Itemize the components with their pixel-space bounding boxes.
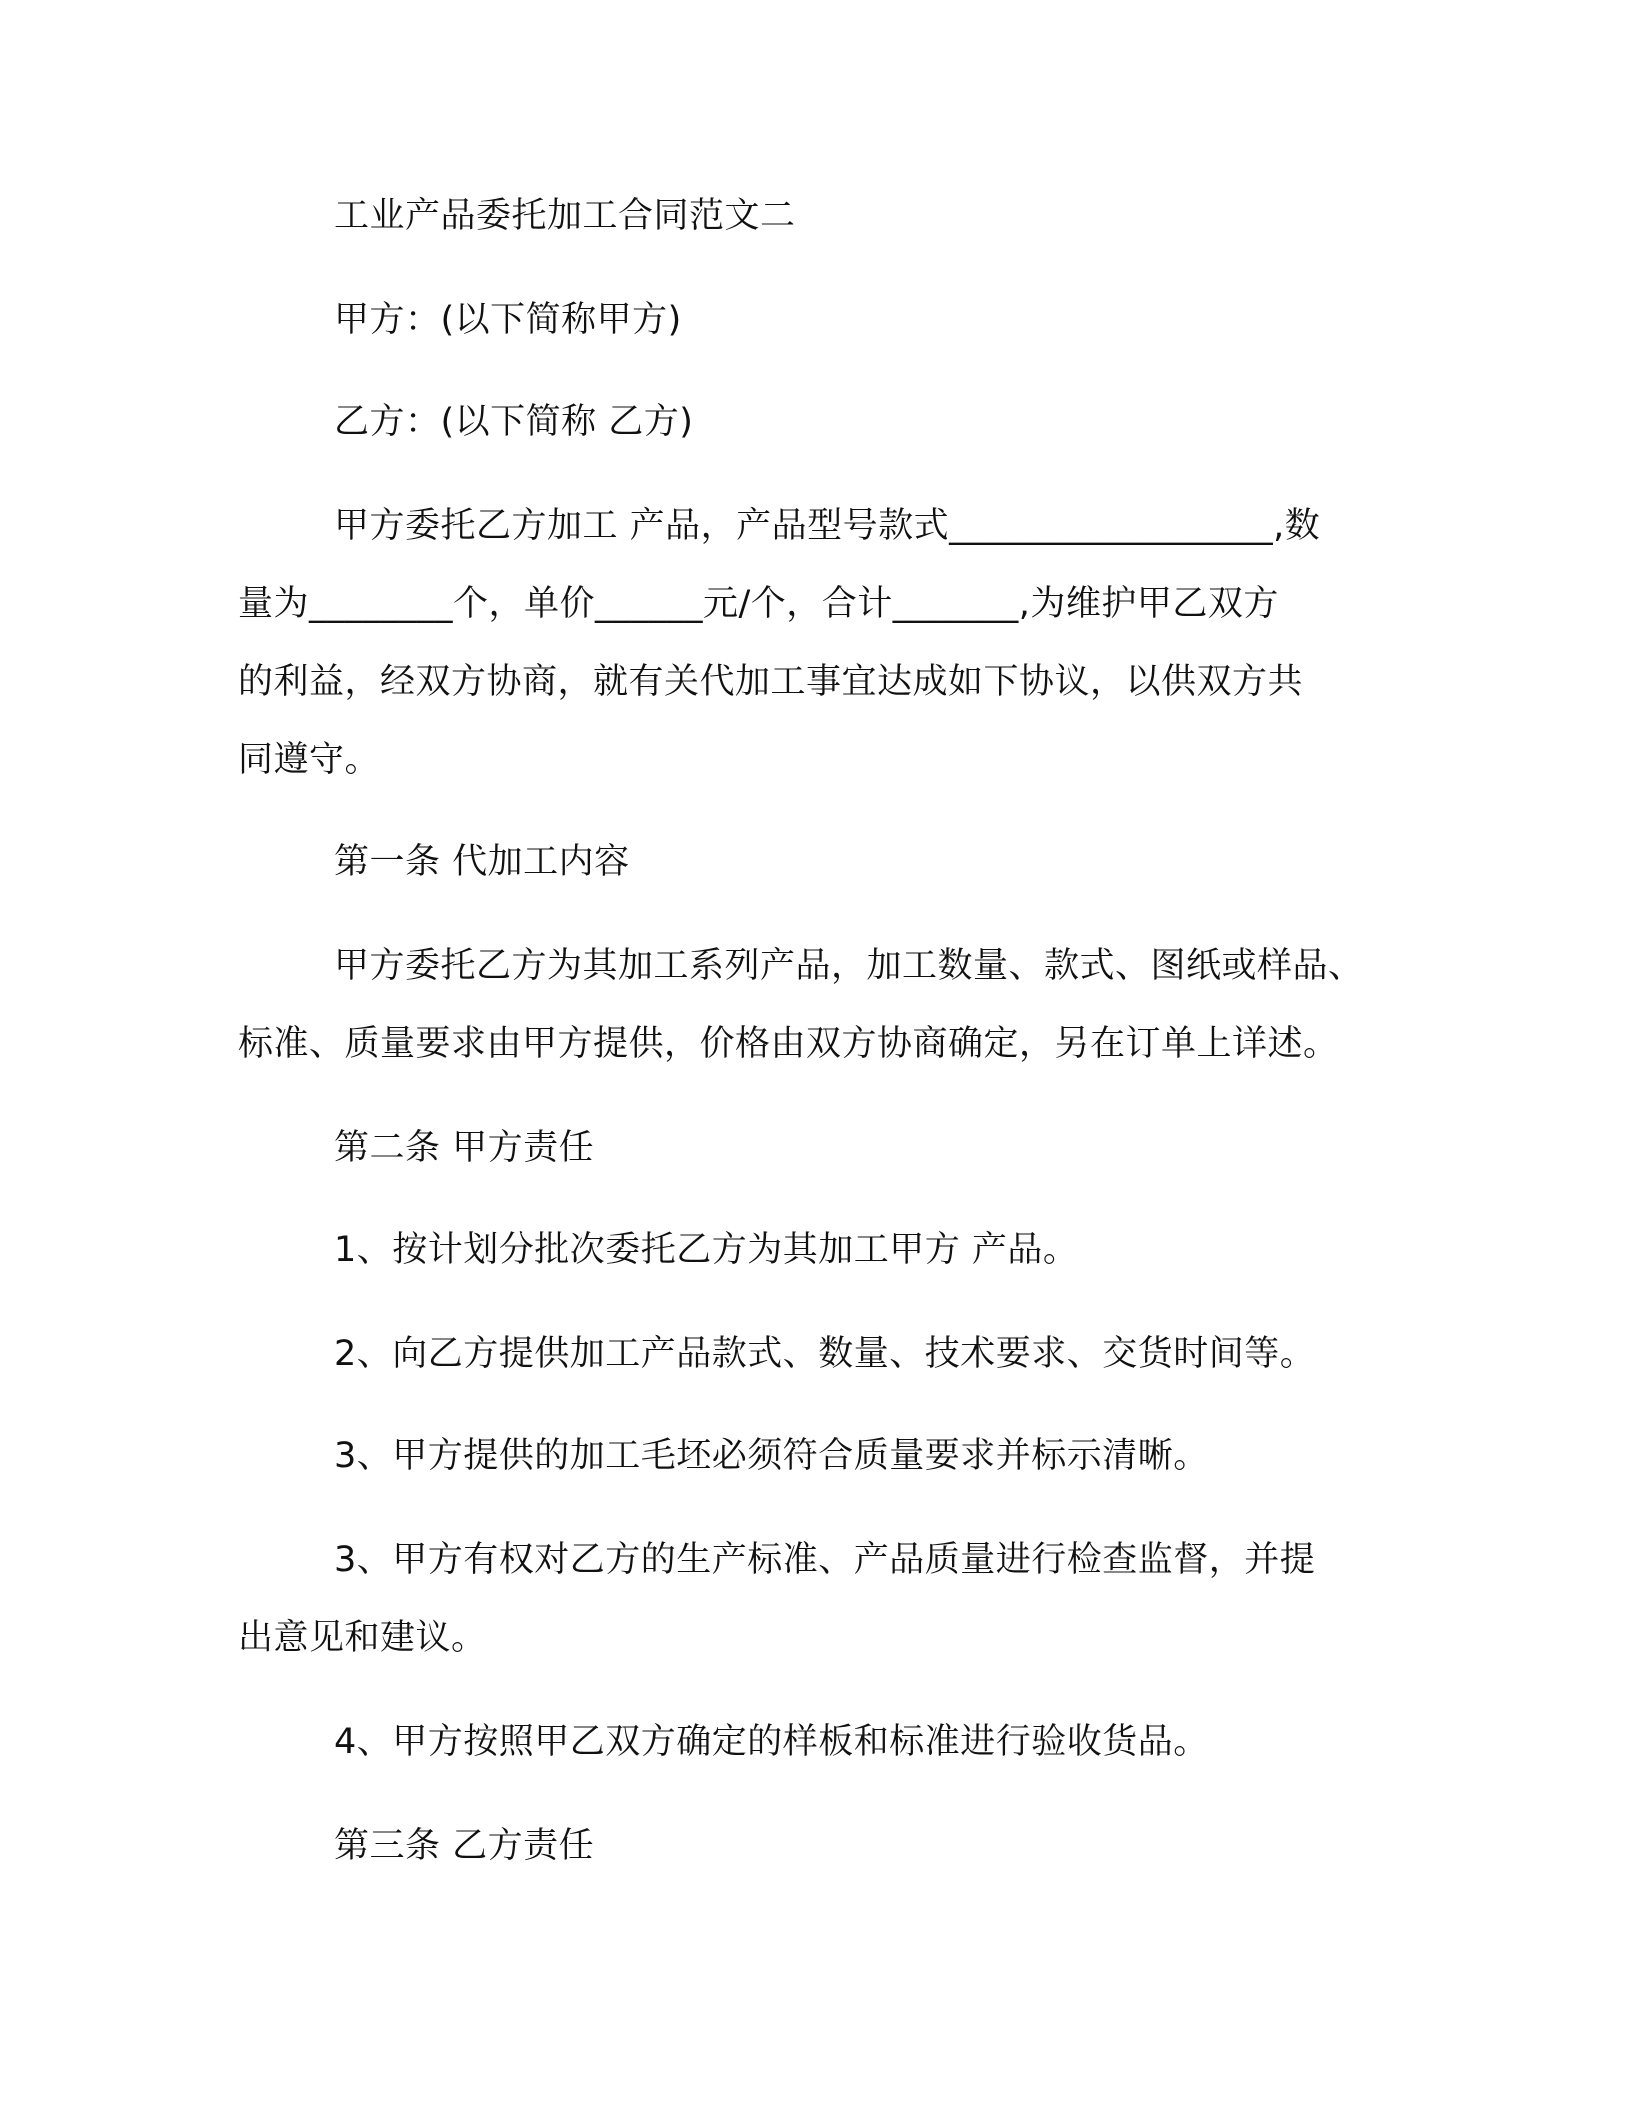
article-2-item-1: 1、按计划分批次委托乙方为其加工甲方 产品。: [334, 1230, 1079, 1270]
preamble-line-3: 的利益，经双方协商，就有关代加工事宜达成如下协议，以供双方共: [238, 662, 1304, 702]
party-a-line: 甲方：(以下简称甲方): [334, 300, 682, 340]
article-2-item-3b-line-2: 出意见和建议。: [238, 1618, 487, 1658]
preamble-line-1: 甲方委托乙方加工 产品，产品型号款式__________________,数: [334, 506, 1321, 546]
article-1-body-line-2: 标准、质量要求由甲方提供，价格由双方协商确定，另在订单上详述。: [238, 1024, 1339, 1064]
preamble-line-2: 量为________个，单价______元/个，合计_______,为维护甲乙双方: [238, 584, 1279, 624]
article-2-item-3a: 3、甲方提供的加工毛坯必须符合质量要求并标示清晰。: [334, 1436, 1209, 1476]
article-3-heading: 第三条 乙方责任: [334, 1826, 595, 1866]
document-title: 工业产品委托加工合同范文二: [334, 196, 796, 236]
article-1-body-line-1: 甲方委托乙方为其加工系列产品，加工数量、款式、图纸或样品、: [334, 946, 1364, 986]
article-2-heading: 第二条 甲方责任: [334, 1128, 595, 1168]
article-2-item-2: 2、向乙方提供加工产品款式、数量、技术要求、交货时间等。: [334, 1334, 1316, 1374]
preamble-line-4: 同遵守。: [238, 740, 381, 780]
article-2-item-3b-line-1: 3、甲方有权对乙方的生产标准、产品质量进行检查监督，并提: [334, 1540, 1316, 1580]
article-1-heading: 第一条 代加工内容: [334, 842, 630, 882]
party-b-line: 乙方：(以下简称 乙方): [334, 402, 694, 442]
article-2-item-4: 4、甲方按照甲乙双方确定的样板和标准进行验收货品。: [334, 1722, 1209, 1762]
